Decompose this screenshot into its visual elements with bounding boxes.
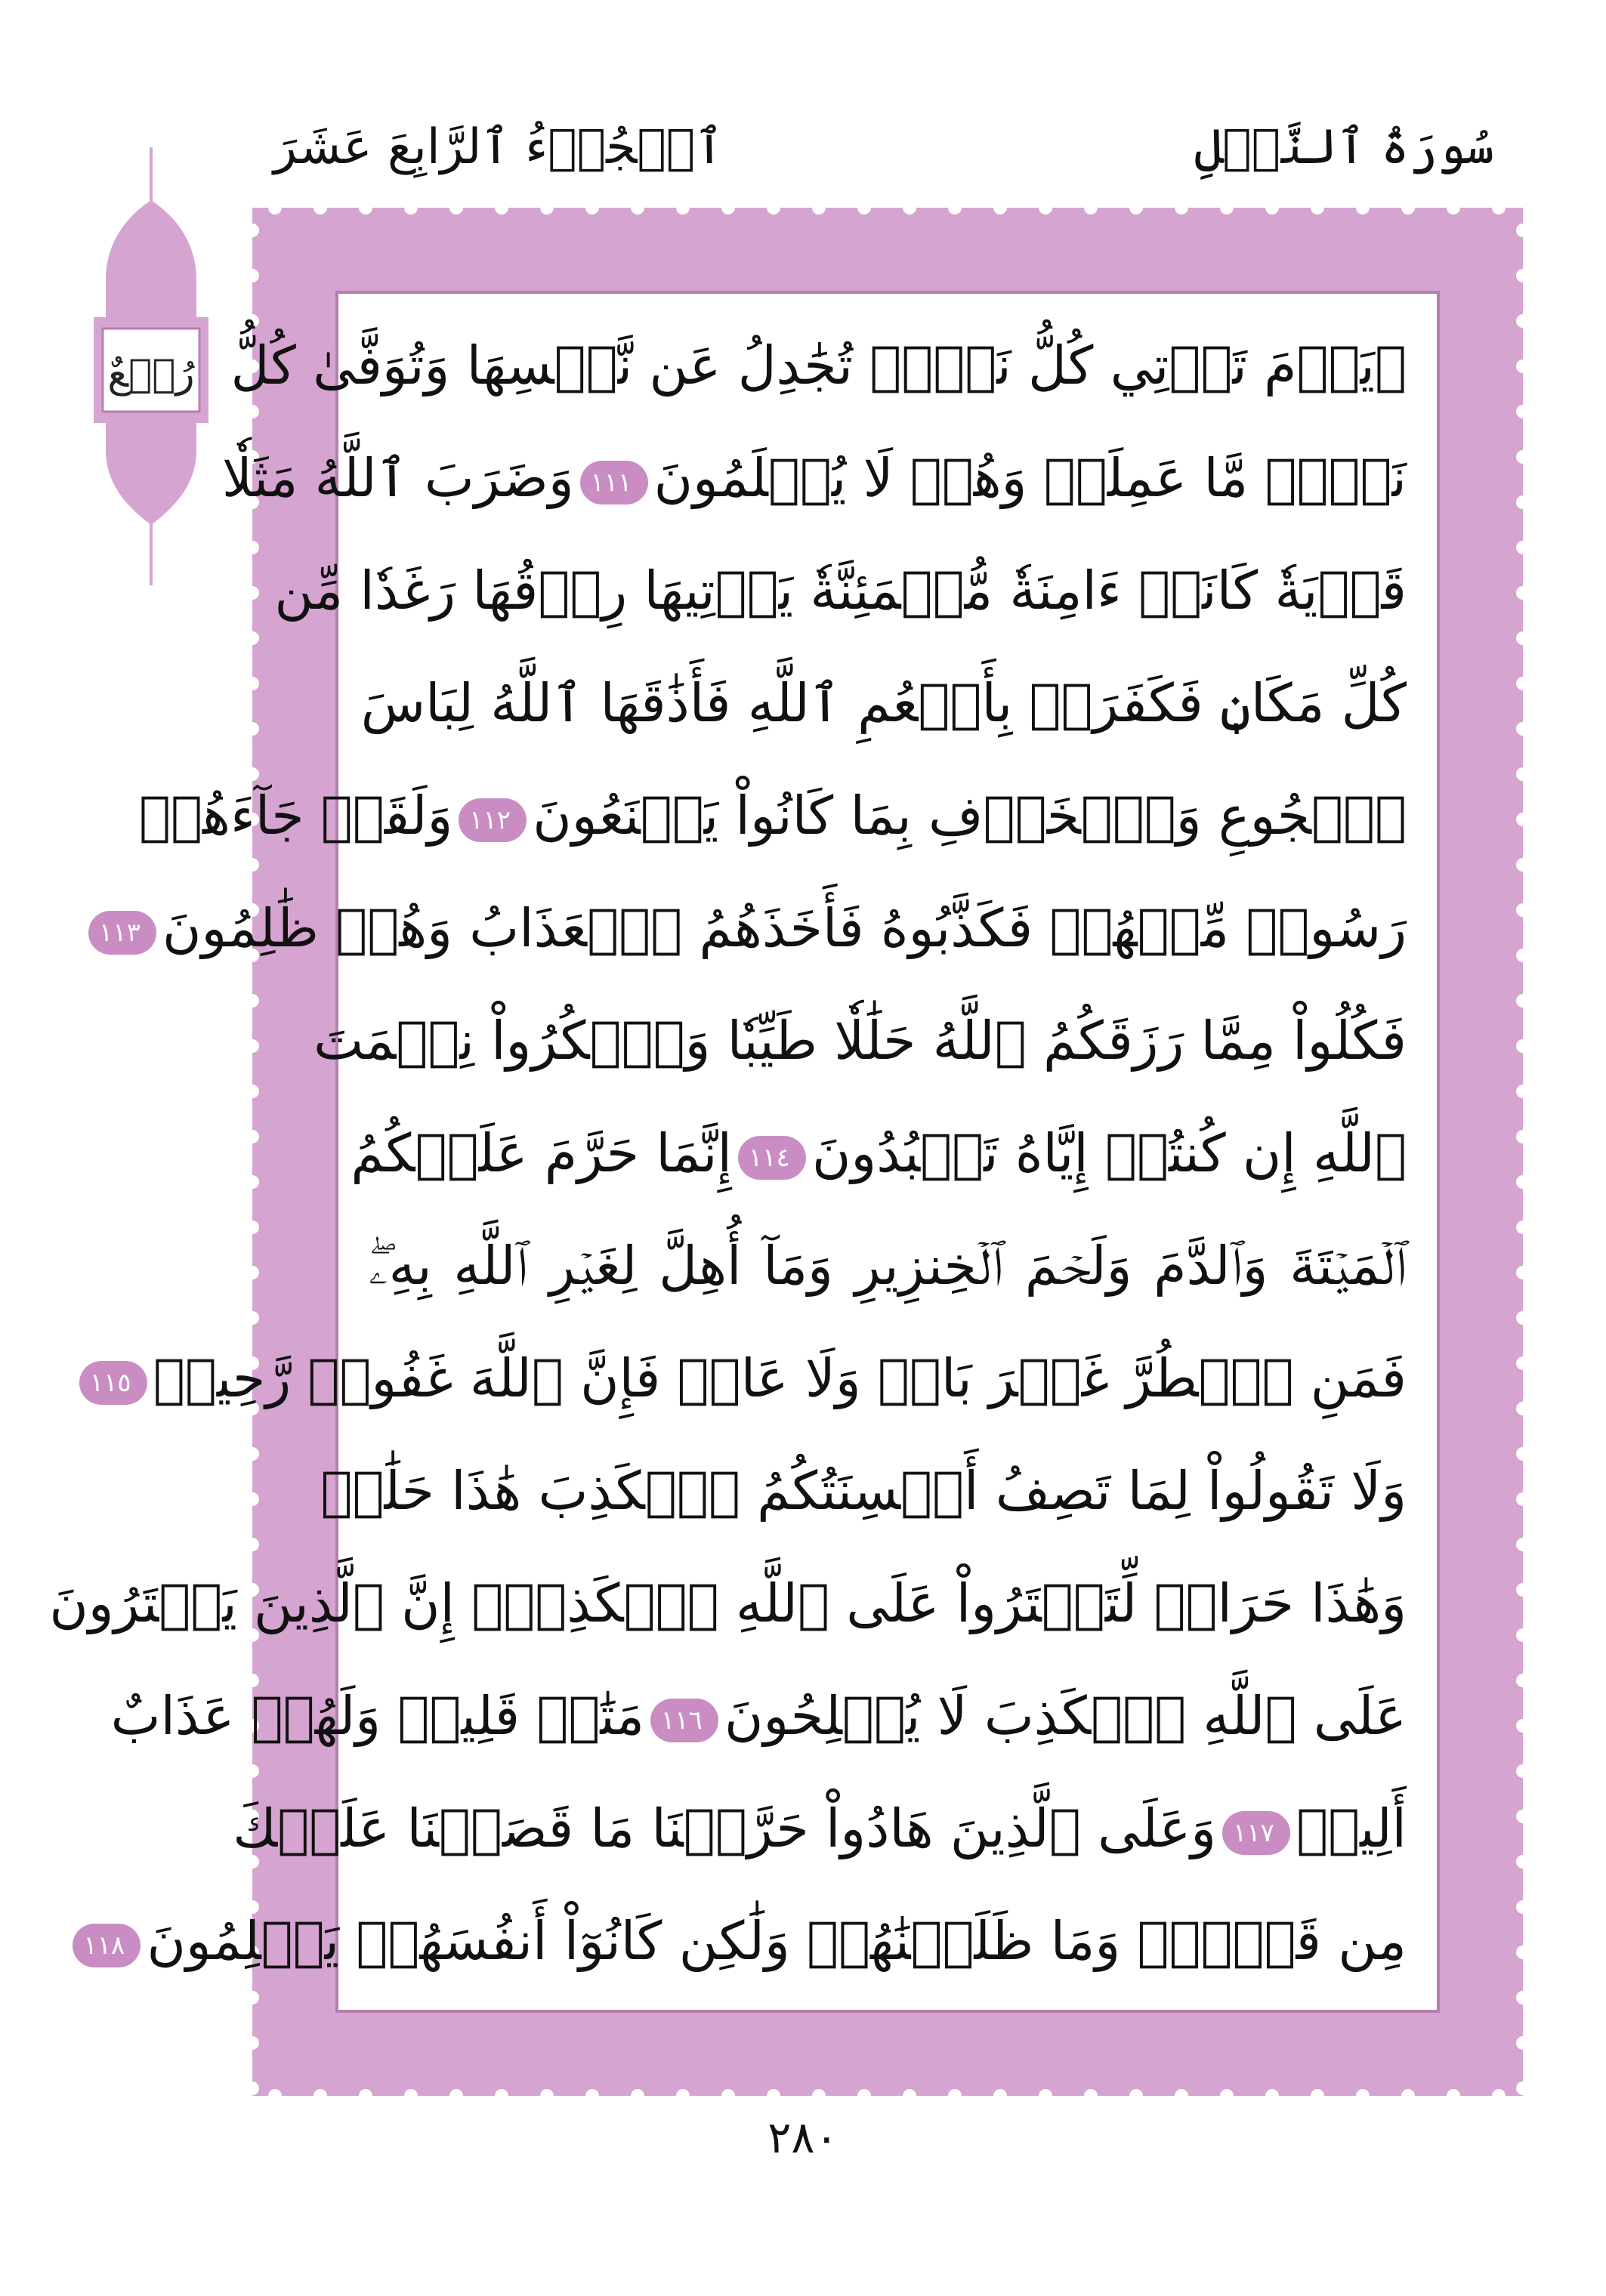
- surah-name: سُورَةُ ٱلنَّحۡلِ: [1194, 119, 1494, 175]
- text-line: [313, 984, 1407, 1097]
- ayah-number-marker: ١١٧: [1222, 1811, 1290, 1855]
- text-line: [139, 759, 1407, 872]
- ayah-number-marker: ١١٢: [459, 798, 527, 842]
- verse-text: ٱلۡمَيۡتَةَ وَٱلدَّمَ وَلَحۡمَ ٱلۡخِنزِيرِ وَمَآ أُهِلَّ لِغَيۡرِ ٱللَّهِ بِهِۦۖ: [369, 1235, 1407, 1297]
- verse-text: رَسُولٞ مِّنۡهُمۡ فَكَذَّبُوهُ فَأَخَذَهُمُ ٱلۡعَذَابُ وَهُمۡ ظَٰلِمُونَ: [162, 897, 1407, 959]
- verse-text: وَضَرَبَ ٱللَّهُ مَثَلٗا: [221, 447, 574, 509]
- text-line: [89, 1322, 1407, 1435]
- verse-text: ۞يَوۡمَ تَأۡتِي كُلُّ نَفۡسٖ تُجَٰدِلُ عَن نَّفۡسِهَا وَتُوَفَّىٰ كُلُّ: [230, 335, 1407, 397]
- text-line: [230, 309, 1407, 422]
- verse-text: قَرۡيَةٗ كَانَتۡ ءَامِنَةٗ مُّطۡمَئِنَّةٗ يَأۡتِيهَا رِزۡقُهَا رَغَدٗا مِّن: [274, 560, 1407, 622]
- ayah-number-marker: ١١٨: [73, 1924, 141, 1967]
- verse-text: وَلَقَدۡ جَآءَهُمۡ: [139, 785, 453, 847]
- verse-text: فَكُلُواْ مِمَّا رَزَقَكُمُ ٱللَّهُ حَلَٰلٗا طَيِّبٗا وَٱشۡكُرُواْ نِعۡمَتَ: [313, 1010, 1407, 1072]
- ayah-number-marker: ١١٤: [738, 1136, 806, 1180]
- text-line: [320, 1434, 1407, 1548]
- page-number: ٢٨٠: [767, 2112, 839, 2163]
- text-line: [369, 1209, 1407, 1322]
- verse-text: إِنَّمَا حَرَّمَ عَلَيۡكُمُ: [351, 1122, 732, 1184]
- ayah-number-marker: ١١٦: [650, 1699, 718, 1742]
- ayah-number-marker: ١١٥: [79, 1361, 147, 1405]
- text-line: [274, 534, 1407, 647]
- ayah-number-marker: ١١١: [580, 461, 648, 505]
- text-line: [221, 421, 1407, 535]
- verse-text: مَتَٰعٞ قَلِيلٞ وَلَهُمۡ عَذَابٌ: [110, 1685, 644, 1747]
- verse-text: نَفۡسٖ مَّا عَمِلَتۡ وَهُمۡ لَا يُظۡلَمُونَ: [653, 447, 1407, 509]
- text-line: [99, 872, 1407, 985]
- verse-text: ٱلۡجُوعِ وَٱلۡخَوۡفِ بِمَا كَانُواْ يَصۡنَعُونَ: [533, 785, 1407, 847]
- juz-name: ٱلۡجُزۡءُ ٱلرَّابِعَ عَشَرَ: [273, 119, 724, 175]
- ayah-number-marker: ١١٣: [88, 911, 156, 955]
- verse-text: كُلِّ مَكَانٖ فَكَفَرَتۡ بِأَنۡعُمِ ٱللَّهِ فَأَذَٰقَهَا ٱللَّهُ لِبَاسَ: [360, 672, 1407, 734]
- text-line: [233, 1772, 1407, 1885]
- verse-text: وَلَا تَقُولُواْ لِمَا تَصِفُ أَلۡسِنَتُكُمُ ٱلۡكَذِبَ هَٰذَا حَلَٰلٞ: [320, 1460, 1407, 1522]
- verse-text: فَمَنِ ٱضۡطُرَّ غَيۡرَ بَاغٖ وَلَا عَادٖ فَإِنَّ ٱللَّهَ غَفُورٞ رَّحِيمٞ: [153, 1347, 1407, 1409]
- text-line: [49, 1547, 1407, 1660]
- verse-text: أَلِيمٞ: [1296, 1798, 1407, 1859]
- text-line: [351, 1097, 1407, 1210]
- verse-text: وَعَلَى ٱلَّذِينَ هَادُواْ حَرَّمۡنَا مَا قَصَصۡنَا عَلَيۡكَ: [233, 1798, 1217, 1859]
- text-line: [110, 1659, 1407, 1773]
- verse-text: مِن قَبۡلُۖ وَمَا ظَلَمۡنَٰهُمۡ وَلَٰكِن كَانُوٓاْ أَنفُسَهُمۡ يَظۡلِمُونَ: [147, 1910, 1407, 1972]
- rub-marker-label: رُبۡعٌ: [107, 351, 195, 397]
- verse-text: عَلَى ٱللَّهِ ٱلۡكَذِبَ لَا يُفۡلِحُونَ: [724, 1685, 1407, 1747]
- verse-text: ٱللَّهِ إِن كُنتُمۡ إِيَّاهُ تَعۡبُدُونَ: [812, 1122, 1407, 1184]
- text-line: [83, 1884, 1407, 1998]
- text-line: [360, 647, 1407, 760]
- verse-text: وَهَٰذَا حَرَامٞ لِّتَفۡتَرُواْ عَلَى ٱللَّهِ ٱلۡكَذِبَۚ إِنَّ ٱلَّذِينَ يَفۡتَرُونَ: [49, 1572, 1407, 1634]
